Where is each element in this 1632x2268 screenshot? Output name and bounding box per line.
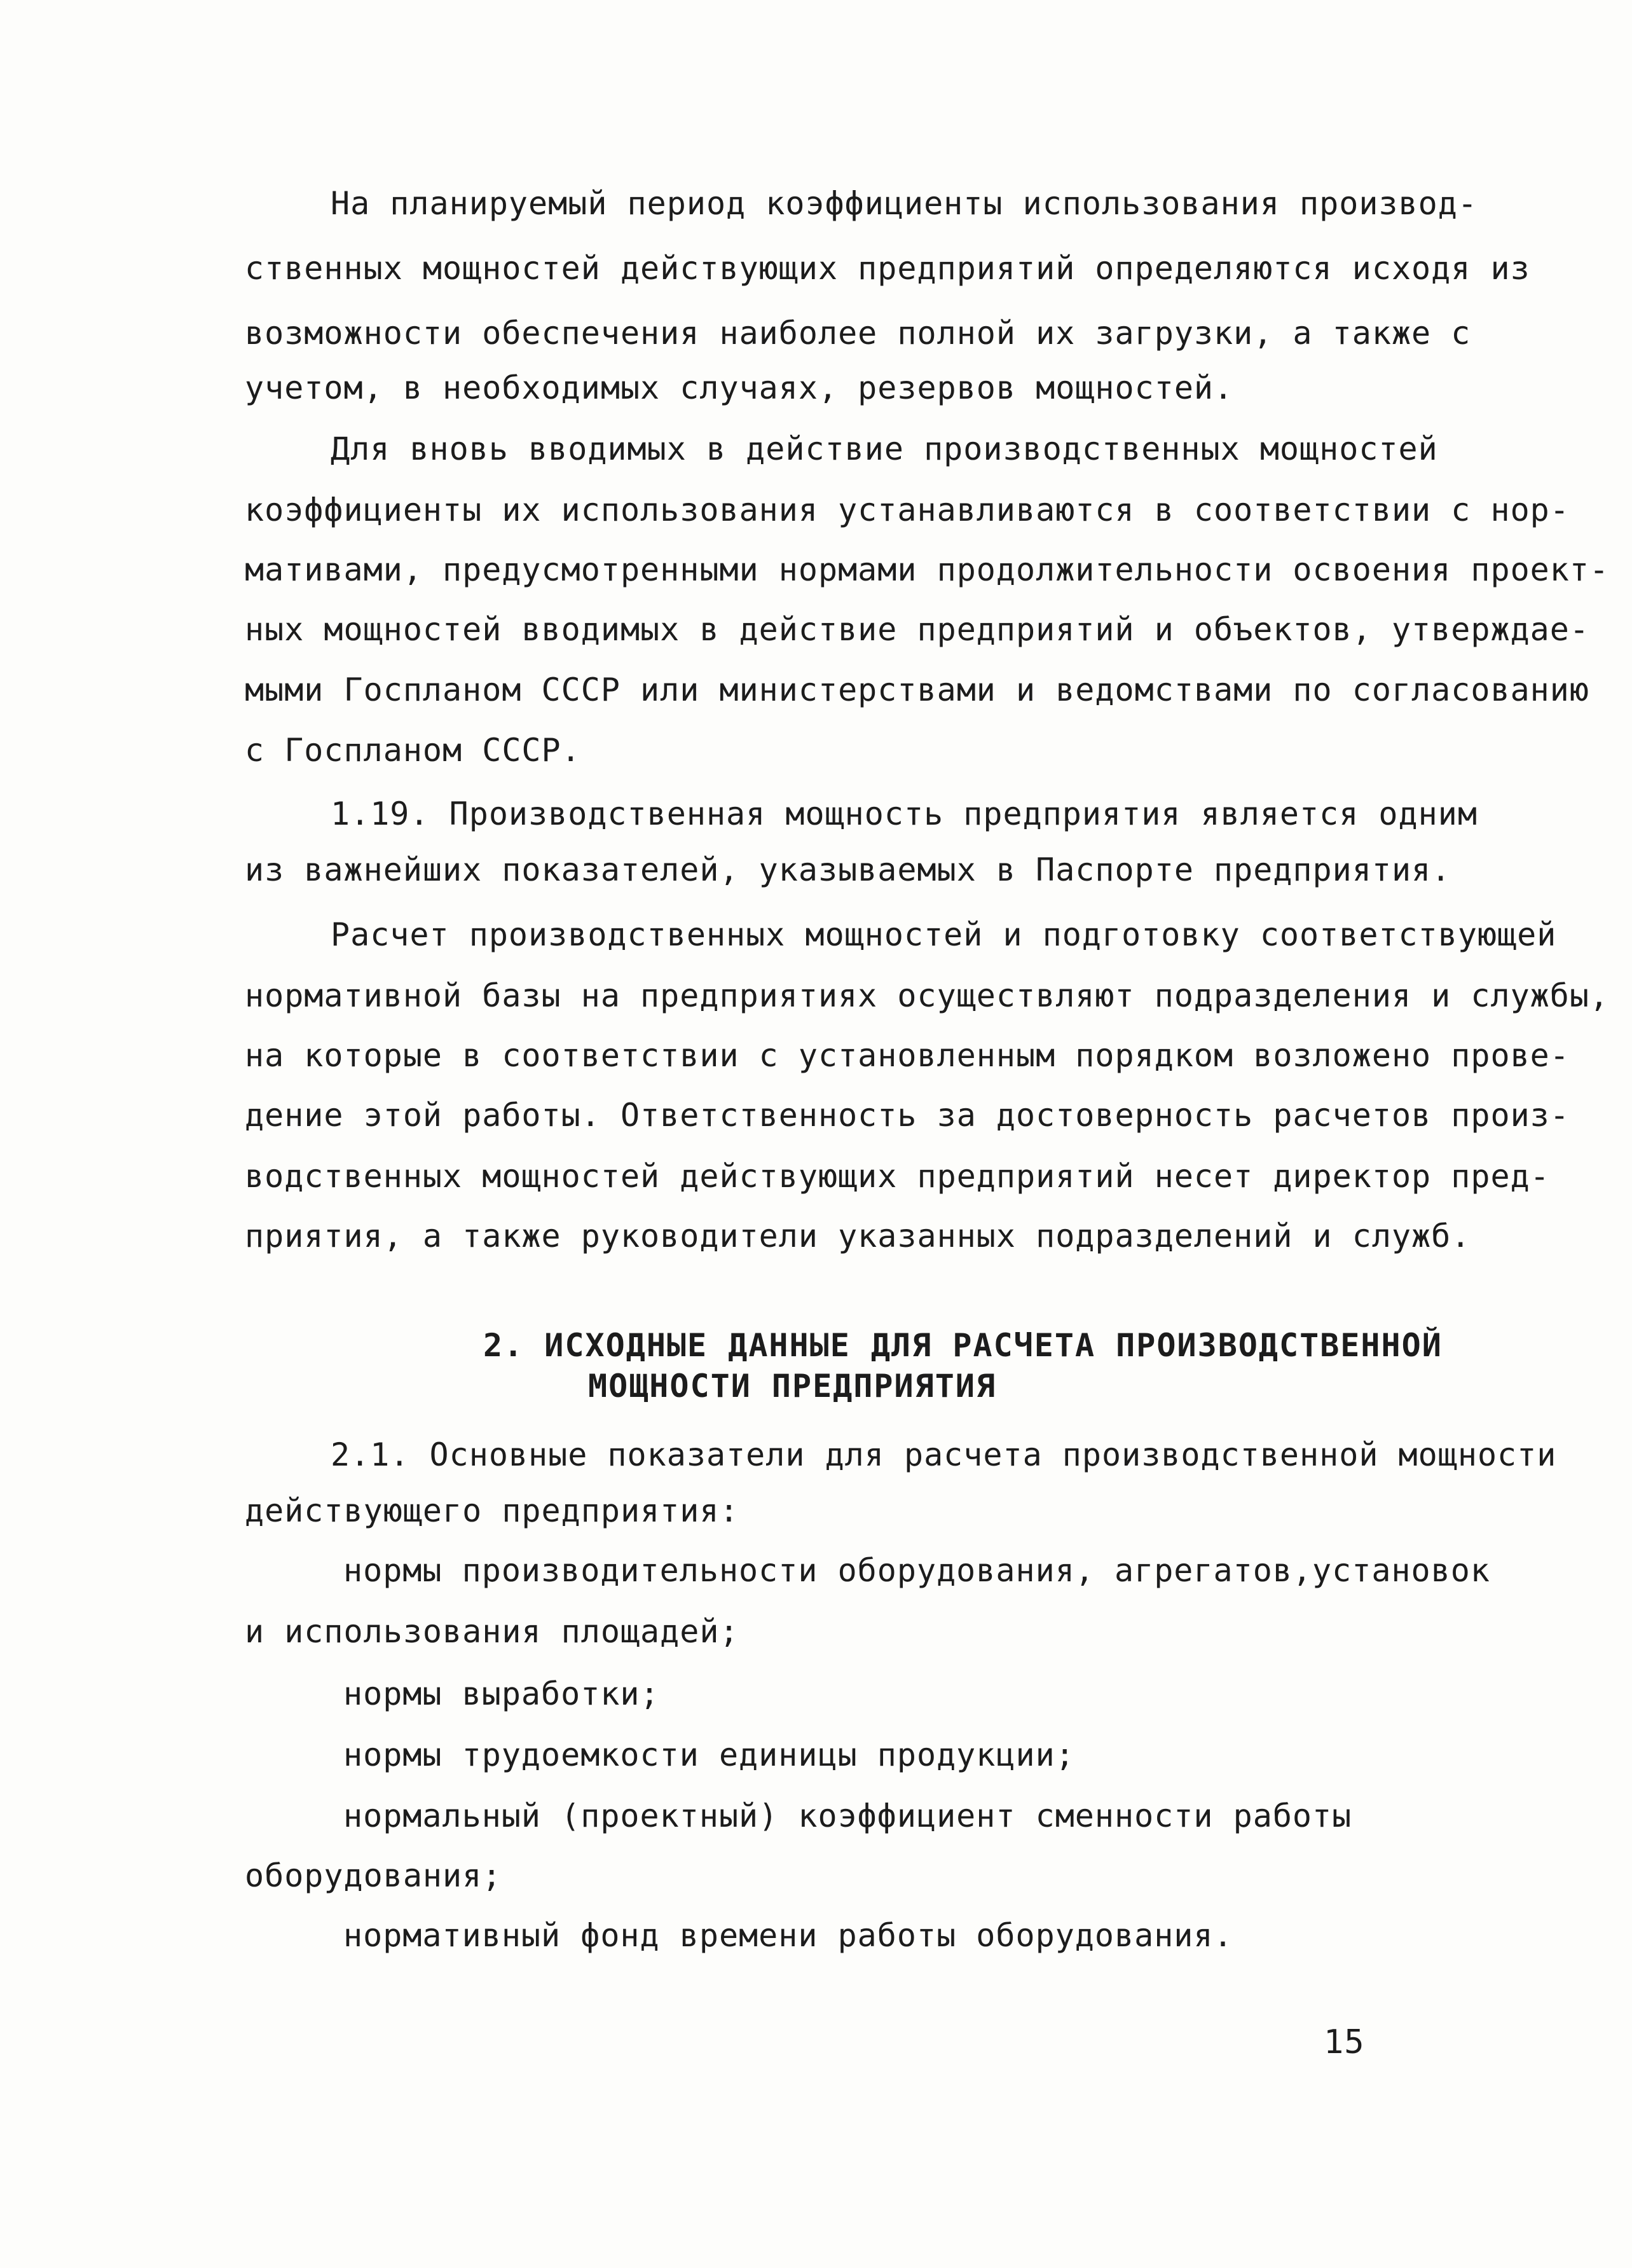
- paragraph-line: из важнейших показателей, указываемых в Паспорте предприятия.: [245, 851, 1451, 888]
- paragraph-line: Для вновь вводимых в действие производственных мощностей: [331, 430, 1438, 467]
- list-item: нормальный (проектный) коэффициент сменности работы: [343, 1797, 1352, 1834]
- paragraph-line: действующего предприятия:: [245, 1492, 739, 1529]
- list-item: нормативный фонд времени работы оборудования.: [343, 1917, 1233, 1954]
- paragraph-line: нормативной базы на предприятиях осуществляют подразделения и службы,: [245, 977, 1610, 1014]
- list-item: нормы трудоемкости единицы продукции;: [343, 1736, 1075, 1773]
- paragraph-line: мыми Госпланом СССР или министерствами и ведомствами по согласованию: [245, 671, 1589, 708]
- list-item: и использования площадей;: [245, 1613, 739, 1650]
- paragraph-line: коэффициенты их использования устанавливаются в соответствии с нор-: [245, 491, 1570, 528]
- paragraph-line: водственных мощностей действующих предприятий несет директор пред-: [245, 1158, 1550, 1195]
- list-item: нормы выработки;: [343, 1675, 660, 1712]
- paragraph-line: 2.1. Основные показатели для расчета производственной мощности: [331, 1436, 1557, 1473]
- paragraph-line: дение этой работы. Ответственность за достоверность расчетов произ-: [245, 1097, 1570, 1134]
- page-number: 15: [1324, 2023, 1365, 2061]
- section-heading: 2. ИСХОДНЫЕ ДАННЫЕ ДЛЯ РАСЧЕТА ПРОИЗВОДСТВЕННОЙ: [483, 1327, 1443, 1364]
- paragraph-line: возможности обеспечения наиболее полной их загрузки, а также с: [245, 315, 1471, 352]
- paragraph-line: 1.19. Производственная мощность предприятия является одним: [331, 795, 1478, 832]
- paragraph-line: ных мощностей вводимых в действие предприятий и объектов, утверждае-: [245, 611, 1589, 648]
- paragraph-line: На планируемый период коэффициенты использования производ-: [331, 185, 1478, 222]
- paragraph-line: ственных мощностей действующих предприятий определяются исходя из: [245, 250, 1530, 287]
- paragraph-line: Расчет производственных мощностей и подготовку соответствующей: [331, 916, 1557, 953]
- paragraph-line: учетом, в необходимых случаях, резервов мощностей.: [245, 369, 1234, 406]
- section-heading: МОЩНОСТИ ПРЕДПРИЯТИЯ: [588, 1368, 997, 1405]
- paragraph-line: мативами, предусмотренными нормами продолжительности освоения проект-: [245, 551, 1610, 588]
- paragraph-line: на которые в соответствии с установленным порядком возложено прове-: [245, 1037, 1570, 1074]
- paragraph-line: с Госпланом СССР.: [245, 732, 581, 769]
- paragraph-line: приятия, а также руководители указанных подразделений и служб.: [245, 1218, 1471, 1254]
- list-item: оборудования;: [245, 1857, 502, 1894]
- list-item: нормы производительности оборудования, агрегатов,установок: [343, 1552, 1490, 1589]
